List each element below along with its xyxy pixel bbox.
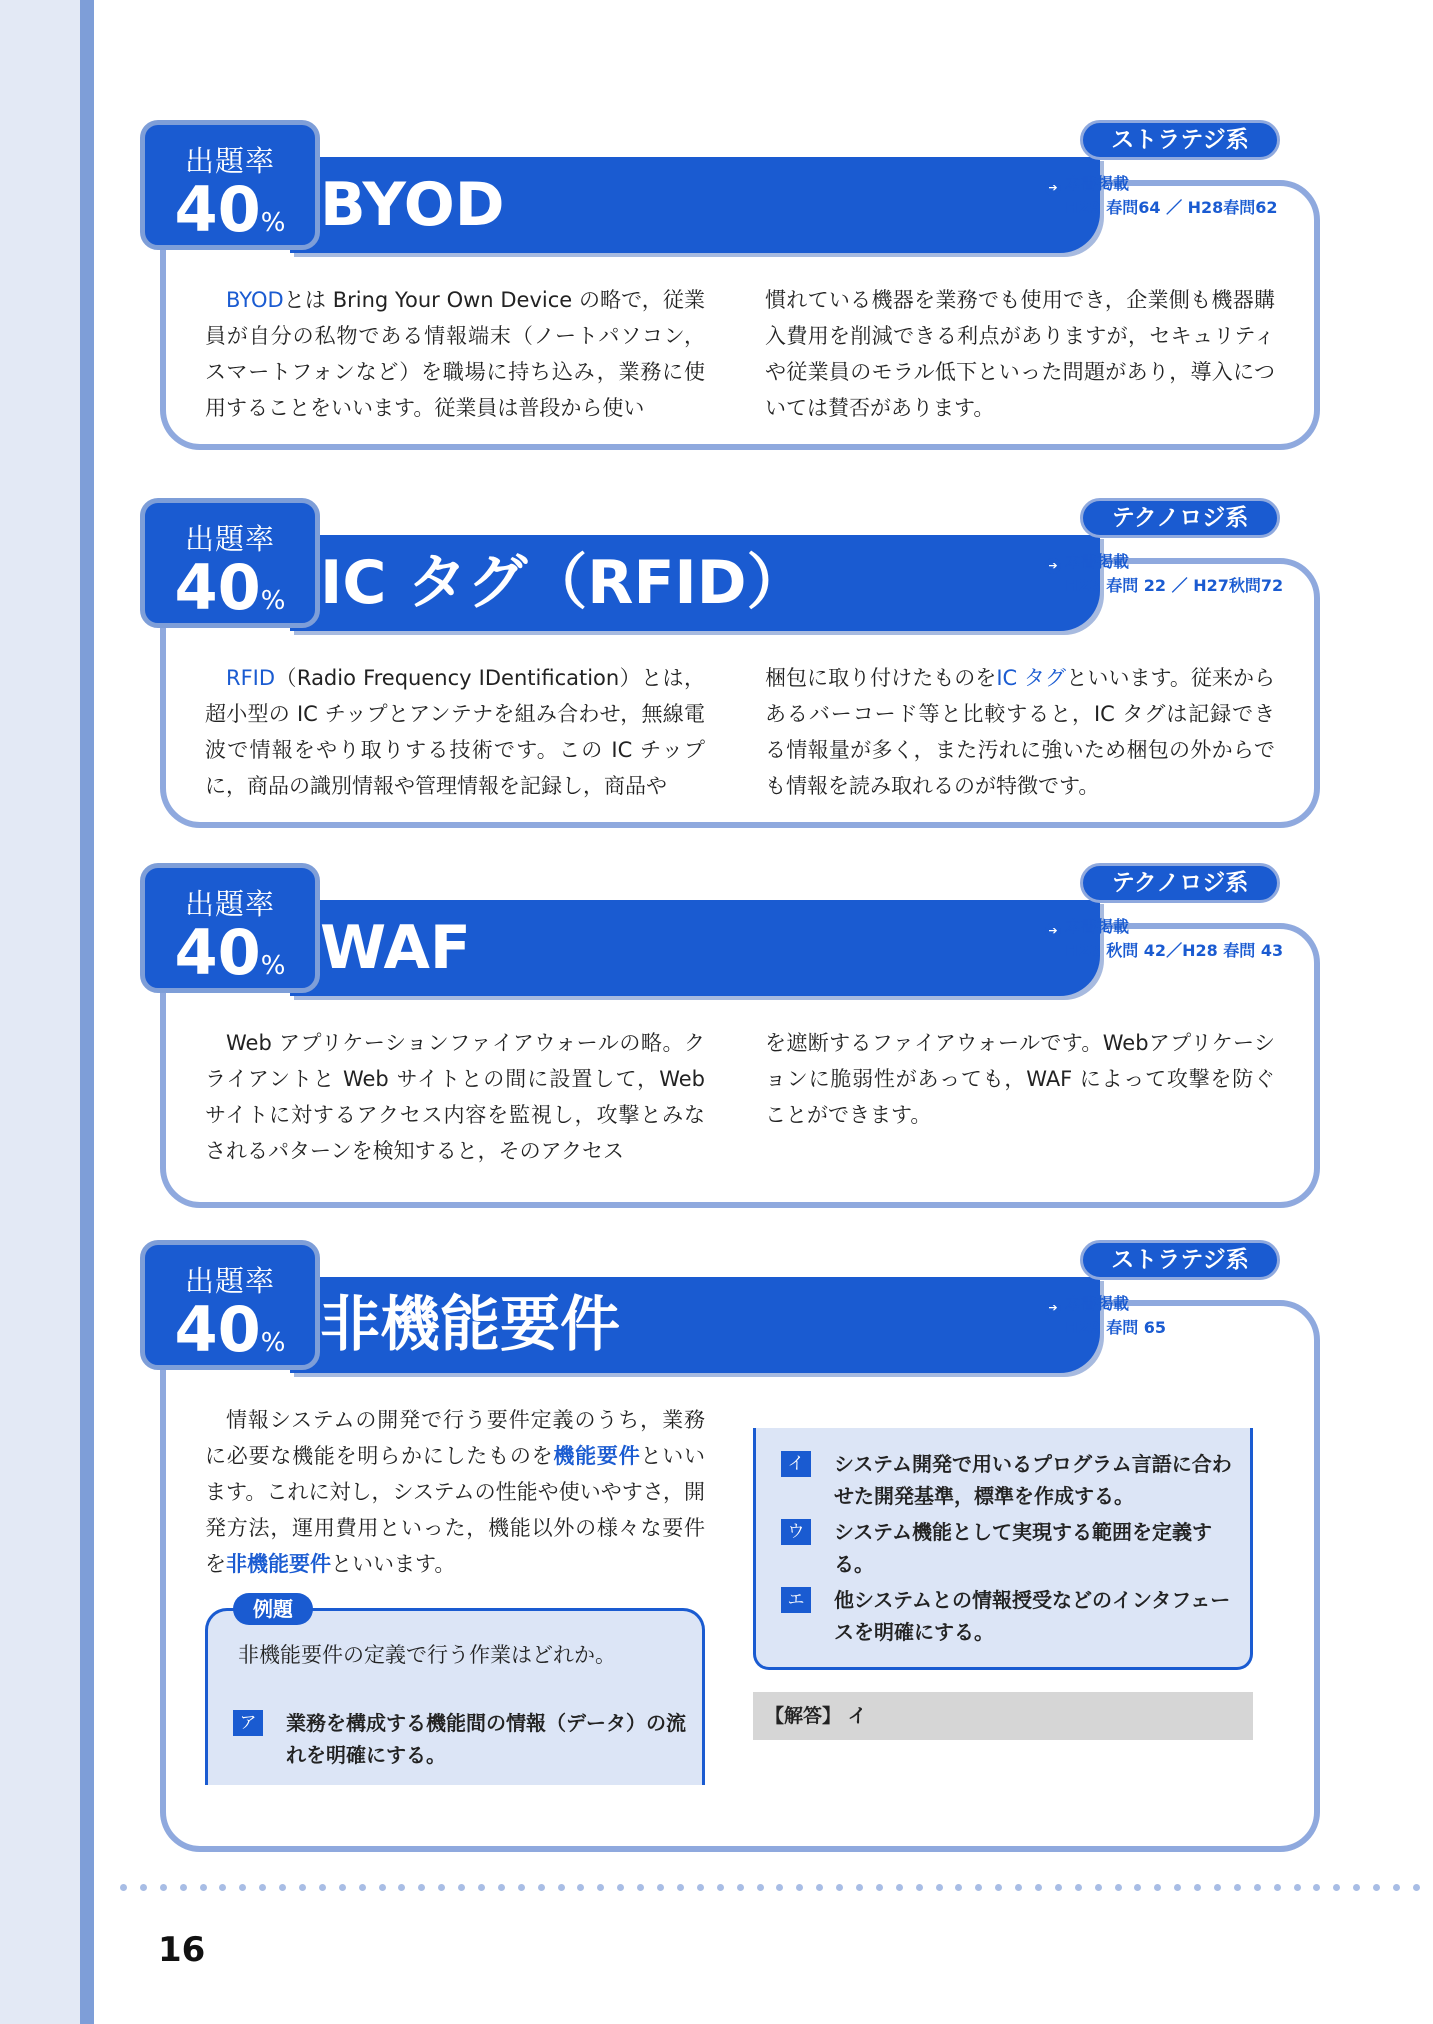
body-right: 慣れている機器を業務でも使用でき，企業側も機器購入費用を削減できる利点がありますが，セキュリティや従業員のモラル低下といった問題があり，導入については賛否があります。 <box>765 288 1275 420</box>
separator-dot <box>1154 1884 1161 1891</box>
separator-dot <box>836 1884 843 1891</box>
rate-badge <box>140 120 320 250</box>
choice-text: 他システムとの情報授受などのインタフェースを明確にする。 <box>834 1588 1231 1644</box>
separator-dot <box>259 1884 266 1891</box>
reference-numbers: H28 秋問 42／H28 春問 43 <box>1065 941 1284 960</box>
keyword: BYOD <box>226 288 284 312</box>
entry-title: WAF <box>320 913 471 983</box>
rate-badge <box>140 863 320 993</box>
separator-dot <box>418 1884 425 1891</box>
choice-text: システム開発で用いるプログラム言語に合わせた開発基準，標準を作成する。 <box>834 1452 1232 1508</box>
separator-dot <box>160 1884 167 1891</box>
side-accent-line <box>80 0 94 2024</box>
example-question: 非機能要件の定義で行う作業はどれか。 <box>238 1643 616 1667</box>
arrow-right-icon: ➔ <box>1045 923 1061 939</box>
separator-dot <box>299 1884 306 1891</box>
keyword: 機能要件 <box>553 1444 641 1468</box>
separator-dot <box>1373 1884 1380 1891</box>
separator-dot <box>200 1884 207 1891</box>
separator-dot <box>1115 1884 1122 1891</box>
separator-dot <box>1234 1884 1241 1891</box>
example-question-box <box>205 1608 705 1785</box>
rate-label: 出題率 <box>184 144 275 178</box>
title-banner <box>290 1277 1100 1373</box>
reference-label: 本書掲載 <box>1065 552 1130 571</box>
reference-numbers: H28 春問 22 ／ H27秋問72 <box>1065 576 1284 595</box>
example-tag: 例題 <box>233 1593 313 1625</box>
separator-dot <box>1095 1884 1102 1891</box>
separator-dot <box>1254 1884 1261 1891</box>
separator-dot <box>180 1884 187 1891</box>
separator-dot <box>617 1884 624 1891</box>
separator-dot <box>1174 1884 1181 1891</box>
separator-dot <box>239 1884 246 1891</box>
rate-badge <box>140 1240 320 1370</box>
entry-ic-tag <box>140 498 1320 828</box>
category-tag: ストラテジ系 <box>1080 1240 1280 1280</box>
separator-dot <box>458 1884 465 1891</box>
reference <box>1045 172 1278 220</box>
answer-box: 【解答】 イ <box>753 1692 1253 1740</box>
separator-dot <box>1214 1884 1221 1891</box>
separator-dot <box>916 1884 923 1891</box>
reference <box>1045 1292 1166 1340</box>
body-right: 梱包に取り付けたものをIC タグといいます。従来からあるバーコード等と比較すると，IC タグは記録できる情報量が多く，また汚れに強いため梱包の外からでも情報を読み取れるのが特徴です。 <box>765 666 1275 798</box>
separator-dot <box>1393 1884 1400 1891</box>
separator-dot <box>737 1884 744 1891</box>
separator-dot <box>876 1884 883 1891</box>
separator-dot <box>120 1884 127 1891</box>
category-tag: テクノロジ系 <box>1080 863 1280 903</box>
separator-dot <box>955 1884 962 1891</box>
separator-dot <box>796 1884 803 1891</box>
separator-dot <box>1333 1884 1340 1891</box>
entry-title: BYOD <box>320 170 505 240</box>
separator-dot <box>577 1884 584 1891</box>
rate-badge <box>140 498 320 628</box>
side-strip <box>0 0 80 2024</box>
separator-dot <box>975 1884 982 1891</box>
separator-dot <box>995 1884 1002 1891</box>
category-tag: ストラテジ系 <box>1080 120 1280 160</box>
choice-mark: ウ <box>781 1519 811 1545</box>
separator-dot <box>538 1884 545 1891</box>
separator-dot <box>478 1884 485 1891</box>
separator-dot <box>359 1884 366 1891</box>
dotted-separator <box>120 1884 1420 1892</box>
body-left: Web アプリケーションファイアウォールの略。クライアントと Web サイトとの間に設置して，Web サイトに対するアクセス内容を監視し，攻撃とみなされるパターンを検知すると，そのアクセス <box>205 1031 705 1163</box>
separator-dot <box>438 1884 445 1891</box>
choice-u <box>781 1516 1241 1580</box>
choices-box <box>753 1428 1253 1670</box>
separator-dot <box>1274 1884 1281 1891</box>
category-tag: テクノロジ系 <box>1080 498 1280 538</box>
reference <box>1045 550 1283 598</box>
title-banner <box>290 900 1100 996</box>
separator-dot <box>140 1884 147 1891</box>
choice-mark: ア <box>233 1710 263 1736</box>
rate-value: 40% <box>174 916 286 989</box>
choice-mark: イ <box>781 1451 811 1477</box>
separator-dot <box>697 1884 704 1891</box>
page-number: 16 <box>158 1930 206 1970</box>
choice-a <box>233 1707 693 1771</box>
separator-dot <box>1413 1884 1420 1891</box>
arrow-right-icon: ➔ <box>1045 558 1061 574</box>
separator-dot <box>1015 1884 1022 1891</box>
body-left: BYODとは Bring Your Own Device の略で，従業員が自分の私物である情報端末（ノートパソコン，スマートフォンなど）を職場に持ち込み，業務に使用することをいいます。従業員は普段から使い <box>205 288 705 420</box>
entry-waf <box>140 863 1320 1208</box>
choice-i <box>781 1448 1241 1512</box>
rate-label: 出題率 <box>184 1264 275 1298</box>
rate-value: 40% <box>174 551 286 624</box>
body-left: RFID（Radio Frequency IDentification）とは，超小型の IC チップとアンテナを組み合わせ，無線電波で情報をやり取りする技術です。この IC チップに，商品の識別情報や管理情報を記録し，商品や <box>205 666 705 798</box>
separator-dot <box>1194 1884 1201 1891</box>
separator-dot <box>498 1884 505 1891</box>
keyword: 非機能要件 <box>226 1552 331 1576</box>
choice-text: システム機能として実現する範囲を定義する。 <box>834 1520 1212 1576</box>
arrow-right-icon: ➔ <box>1045 1300 1061 1316</box>
separator-dot <box>1134 1884 1141 1891</box>
separator-dot <box>657 1884 664 1891</box>
separator-dot <box>1313 1884 1320 1891</box>
body-left: 情報システムの開発で行う要件定義のうち，業務に必要な機能を明らかにしたものを機能要件といいます。これに対し，システムの性能や使いやすさ，開発方法，運用費用といった，機能以外の様々な要件を非機能要件といいます。 <box>205 1408 706 1576</box>
separator-dot <box>757 1884 764 1891</box>
separator-dot <box>936 1884 943 1891</box>
title-banner <box>290 535 1100 631</box>
choice-e <box>781 1584 1241 1648</box>
rate-value: 40% <box>174 1293 286 1366</box>
reference-label: 本書掲載 <box>1065 917 1130 936</box>
separator-dot <box>1075 1884 1082 1891</box>
rate-value: 40% <box>174 173 286 246</box>
keyword: RFID <box>226 666 276 690</box>
separator-dot <box>896 1884 903 1891</box>
title-banner <box>290 157 1100 253</box>
separator-dot <box>776 1884 783 1891</box>
separator-dot <box>1035 1884 1042 1891</box>
rate-label: 出題率 <box>184 887 275 921</box>
reference-numbers: H29 春問64 ／ H28春問62 <box>1065 198 1278 217</box>
reference <box>1045 915 1283 963</box>
separator-dot <box>279 1884 286 1891</box>
keyword: IC タグ <box>996 666 1067 690</box>
separator-dot <box>637 1884 644 1891</box>
separator-dot <box>717 1884 724 1891</box>
separator-dot <box>319 1884 326 1891</box>
entry-title: IC タグ（RFID） <box>320 548 807 618</box>
entry-title: 非機能要件 <box>320 1290 620 1360</box>
reference-label: 本書掲載 <box>1065 174 1130 193</box>
separator-dot <box>398 1884 405 1891</box>
separator-dot <box>856 1884 863 1891</box>
body-right: を遮断するファイアウォールです。Webアプリケーションに脆弱性があっても，WAF によって攻撃を防ぐことができます。 <box>765 1031 1275 1127</box>
reference-label: 本書掲載 <box>1065 1294 1130 1313</box>
separator-dot <box>597 1884 604 1891</box>
rate-label: 出題率 <box>184 522 275 556</box>
entry-byod <box>140 120 1320 450</box>
separator-dot <box>379 1884 386 1891</box>
separator-dot <box>219 1884 226 1891</box>
separator-dot <box>677 1884 684 1891</box>
separator-dot <box>339 1884 346 1891</box>
separator-dot <box>816 1884 823 1891</box>
separator-dot <box>518 1884 525 1891</box>
arrow-right-icon: ➔ <box>1045 180 1061 196</box>
separator-dot <box>1055 1884 1062 1891</box>
choice-mark: エ <box>781 1587 811 1613</box>
separator-dot <box>558 1884 565 1891</box>
separator-dot <box>1294 1884 1301 1891</box>
choice-text: 業務を構成する機能間の情報（データ）の流れを明確にする。 <box>286 1711 686 1767</box>
reference-numbers: H29 春問 65 <box>1065 1318 1167 1337</box>
separator-dot <box>1353 1884 1360 1891</box>
